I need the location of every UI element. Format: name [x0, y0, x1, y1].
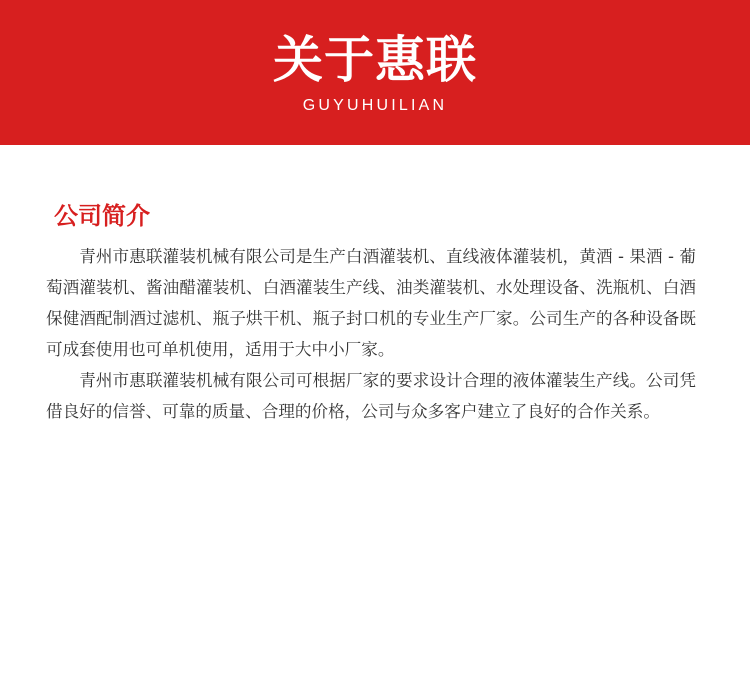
intro-paragraph: 青州市惠联灌装机械有限公司可根据厂家的要求设计合理的液体灌装生产线。公司凭借良好的信誉、可靠的质量、合理的价格，公司与众多客户建立了良好的合作关系。	[46, 371, 696, 421]
banner-subtitle: GUYUHUILIAN	[302, 97, 448, 114]
header-banner	[0, 0, 750, 145]
section-heading: 公司简介	[54, 202, 150, 230]
intro-paragraph: 青州市惠联灌装机械有限公司是生产白酒灌装机、直线液体灌装机，黄酒 - 果酒 - 葡萄酒灌装机、酱油醋灌装机、白酒灌装生产线、油类灌装机、水处理设备、洗瓶机、白酒保健酒配制酒过滤机、瓶子烘干机、瓶子封口机的专业生产厂家。公司生产的各种设备既可成套使用也可单机使用，适用于大中小厂家。	[46, 247, 696, 359]
banner-title: 关于惠联	[273, 31, 477, 89]
company-profile-section	[46, 195, 696, 427]
